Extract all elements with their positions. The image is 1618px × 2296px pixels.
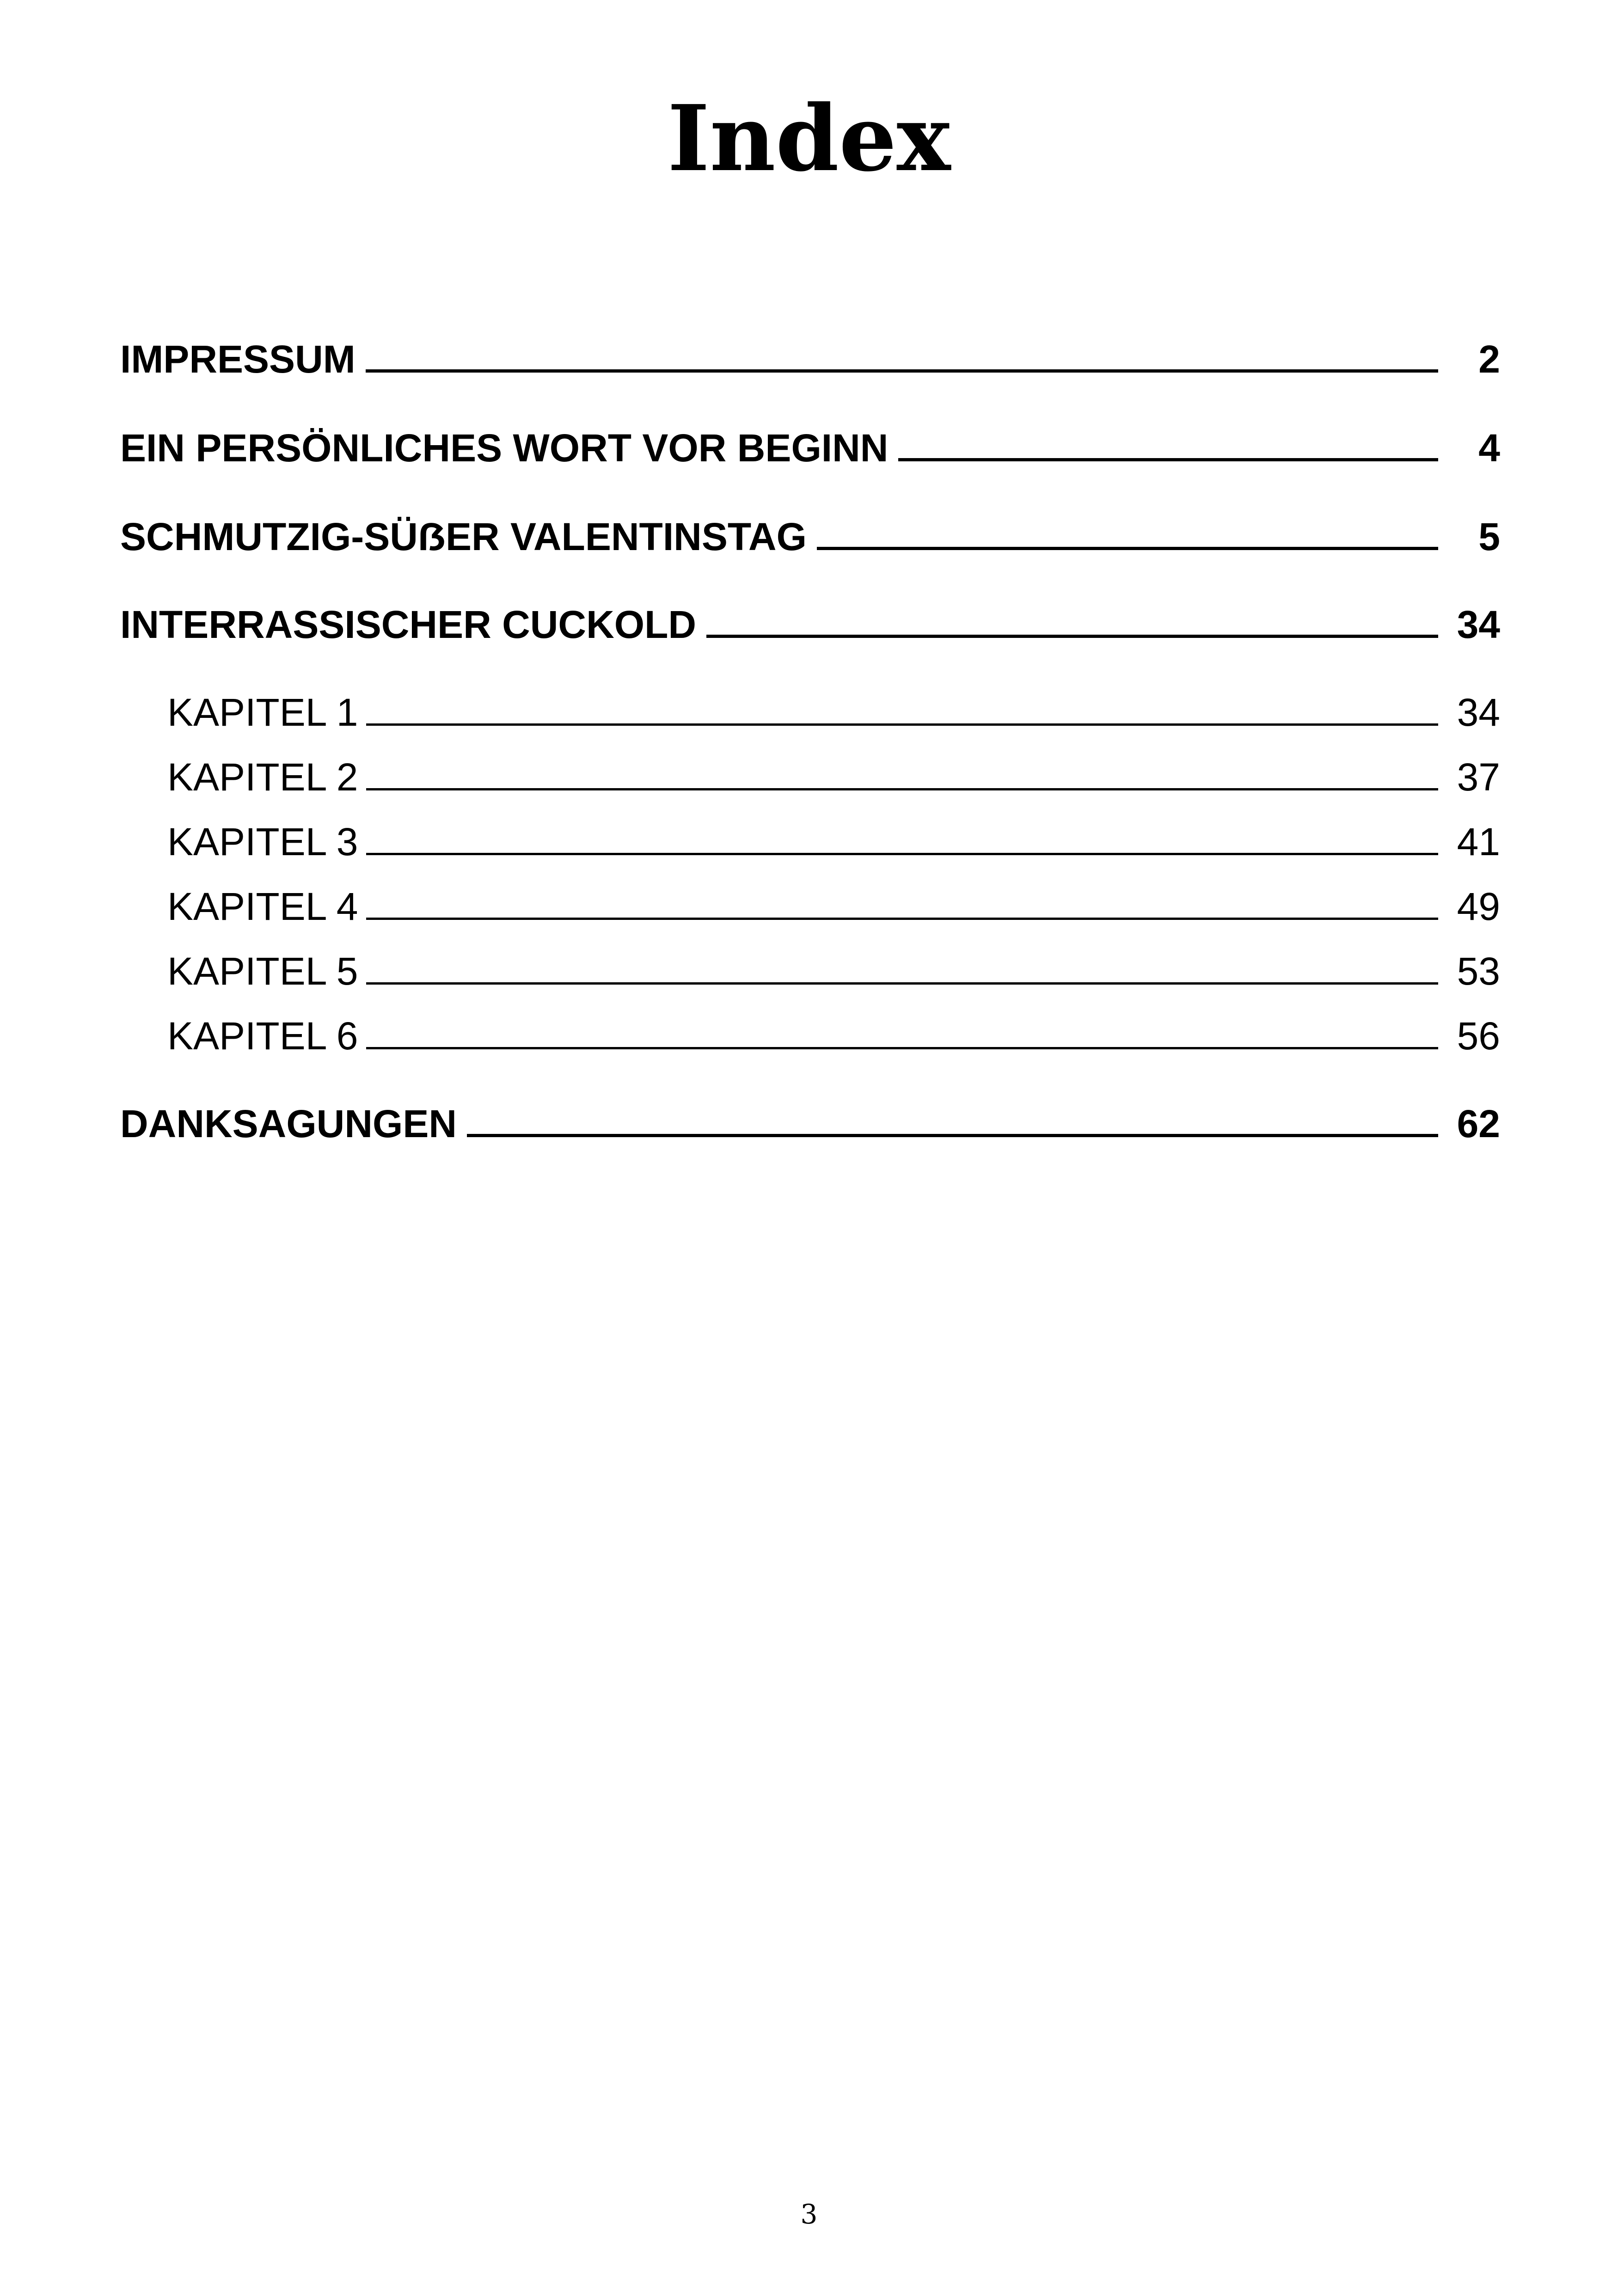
toc-entry-page: 37 (1457, 755, 1500, 799)
toc-entry-page: 53 (1457, 949, 1500, 993)
toc-entry-kapitel-6[interactable] (167, 1010, 1500, 1061)
leader-line (366, 369, 1438, 373)
toc-entry-danksagungen[interactable] (120, 1098, 1500, 1149)
toc-entry-valentinstag[interactable] (120, 511, 1500, 562)
toc-entry-label: EIN PERSÖNLICHES WORT VOR BEGINN (120, 426, 889, 470)
toc-entry-label: IMPRESSUM (120, 337, 355, 381)
toc-entry-label: DANKSAGUNGEN (120, 1102, 457, 1145)
page-number: 3 (800, 2198, 818, 2230)
toc-entry-label: KAPITEL 3 (167, 820, 358, 863)
toc-entry-page: 2 (1478, 337, 1500, 381)
toc-entry-label: KAPITEL 1 (167, 691, 358, 734)
toc-entry-kapitel-3[interactable] (167, 816, 1500, 867)
toc-entry-page: 34 (1457, 603, 1500, 646)
toc-entry-kapitel-5[interactable] (167, 946, 1500, 997)
toc-entry-cuckold[interactable] (120, 599, 1500, 650)
toc-entry-page: 49 (1457, 885, 1500, 928)
toc-entry-label: KAPITEL 2 (167, 755, 358, 799)
leader-line (366, 788, 1438, 790)
toc-entry-kapitel-4[interactable] (167, 881, 1500, 932)
toc-entry-persoenliches-wort[interactable] (120, 422, 1500, 473)
leader-line (366, 982, 1438, 985)
toc-entry-impressum[interactable] (120, 334, 1500, 385)
toc-entry-label: KAPITEL 6 (167, 1014, 358, 1058)
leader-line (366, 723, 1438, 726)
toc-entry-label: SCHMUTZIG-SÜẞER VALENTINSTAG (120, 515, 807, 558)
toc-entry-kapitel-1[interactable] (167, 687, 1500, 738)
leader-line (366, 1047, 1438, 1049)
leader-line (898, 458, 1438, 461)
toc-entry-page: 4 (1478, 426, 1500, 470)
leader-line (817, 547, 1438, 550)
toc-entry-page: 56 (1457, 1014, 1500, 1058)
leader-line (366, 918, 1438, 920)
toc-entry-label: KAPITEL 5 (167, 949, 358, 993)
toc-entry-page: 41 (1457, 820, 1500, 863)
toc-entry-kapitel-2[interactable] (167, 752, 1500, 802)
toc-entry-page: 62 (1457, 1102, 1500, 1145)
leader-line (366, 853, 1438, 855)
toc-entry-page: 34 (1457, 691, 1500, 734)
toc-entry-page: 5 (1478, 515, 1500, 558)
toc-entry-label: KAPITEL 4 (167, 885, 358, 928)
leader-line (467, 1134, 1438, 1137)
page-title: Index (667, 86, 951, 192)
toc-entry-label: INTERRASSISCHER CUCKOLD (120, 603, 697, 646)
leader-line (706, 635, 1438, 638)
